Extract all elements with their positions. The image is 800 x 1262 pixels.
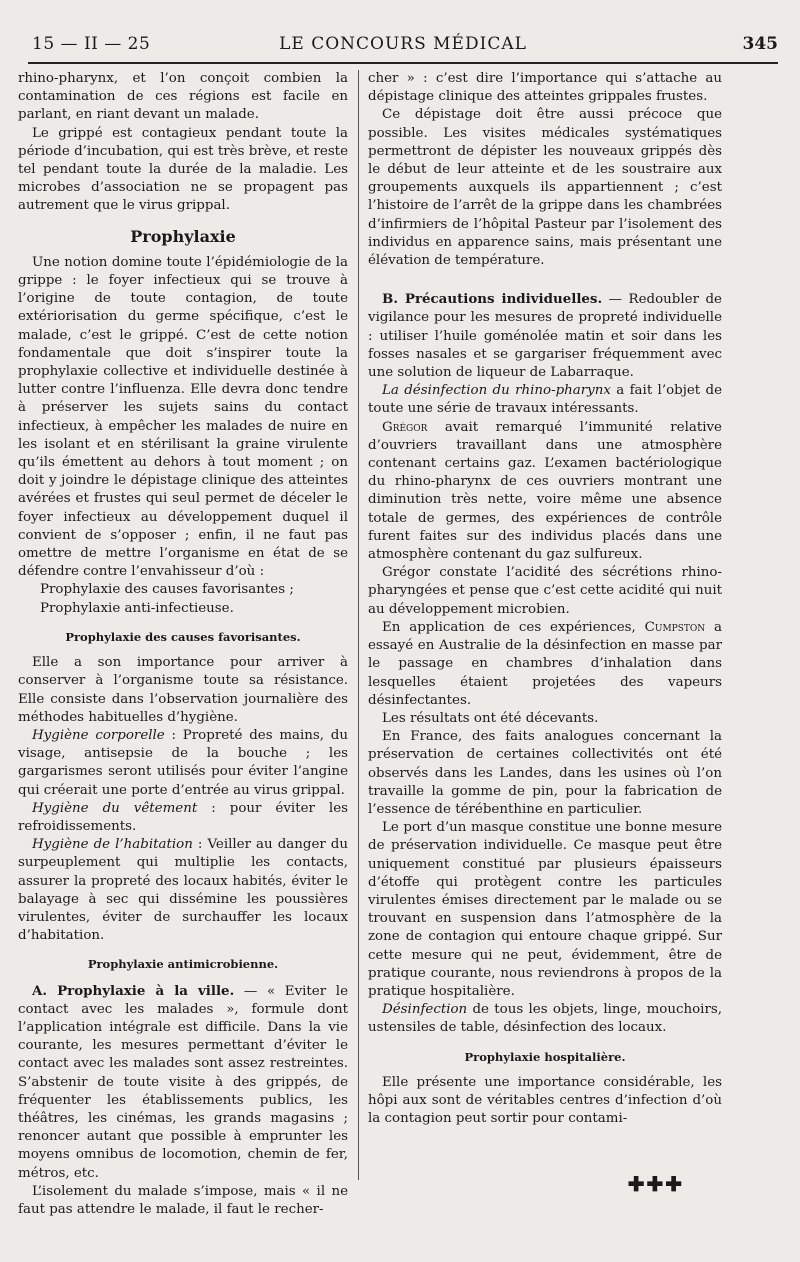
paragraph: rhino-pharynx, et l’on conçoit combien la contamination de ces régions est facile en parlant, en riant devant un malade.: [18, 71, 348, 123]
list-item: Prophylaxie anti-infectieuse.: [40, 600, 234, 616]
paragraph: Les résultats ont été décevants.: [382, 710, 599, 726]
paragraph: Elle présente une importance considérable, les hôpi aux sont de véritables centres d’infection d’où la contagion peut sortir pour contami-: [368, 1074, 722, 1127]
journal-title: LE CONCOURS MÉDICAL: [279, 34, 527, 54]
paragraph: Le grippé est contagieux pendant toute la période d’incubation, qui est très brève, et reste tel pendant toute la durée de la maladie. Les microbes d’association ne se propagent pas autrement que le virus grippal.: [18, 125, 348, 214]
paragraph: [368, 290, 722, 382]
paragraph-text: avait remarqué l’immunité relative d’ouvriers travaillant dans une atmosphère contenant certains gaz. L’examen bactériologique du rhino-pharynx de ces ouvriers montrant une diminution très nette, voire même une absence totale de germes, des expériences de contrôle furent faites sur des individus placés dans une atmosphère contenant du gaz sulfureux.: [368, 419, 722, 563]
issue-date: 15 — II — 25: [32, 34, 151, 54]
subheading-causes-favorisantes: Prophylaxie des causes favorisantes.: [65, 629, 301, 644]
continuation-ornament-icon: ✚✚✚: [627, 1172, 684, 1196]
term-label: Désinfection: [382, 1002, 468, 1018]
paragraph: Ce dépistage doit être aussi précoce que possible. Les visites médicales systématiques permettront de dépister les nouveaux grippés dès le début de leur atteinte et de les soustraire aux groupements auxquels ils appartiennent ; c’est l’histoire de l’arrêt de la grippe dans les chambrées d’infirmiers de l’hôpital Pasteur par l’isolement des individus en apparence sains, mais présentant une élévation de température.: [368, 107, 722, 269]
term-label: La désinfection du rhino-pharynx: [382, 383, 611, 399]
term-label: Hygiène de l’habitation: [32, 837, 193, 853]
paragraph-text: — Redoubler de vigilance pour les mesures de propreté individuelle : utiliser l’huile goménolée matin et soir dans les fosses nasales et se gargariser fréquemment avec une solution de liqueur de Labarraque.: [368, 292, 722, 381]
subheading-hospitaliere: Prophylaxie hospitalière.: [464, 1049, 626, 1064]
paragraph: [18, 800, 348, 836]
section-heading-prophylaxie: Prophylaxie: [130, 226, 236, 246]
paragraph: Une notion domine toute l’épidémiologie de la grippe : le foyer infectieux qui se trouve à l’origine de toute contagion, de toute extériorisation du germe spécifique, c’est le malade, c’est le grippé. C’est de cette notion fondamentale que doit s’inspirer toute la prophylaxie collective et individuelle destinée à lutter contre l’influenza. Elle devra donc tendre à préserver les sujets sains du contact infectieux, à empêcher les malades de nuire en les isolant et en stérilisant la graine virulente qu’ils émettent au dehors à tout moment ; on doit y joindre le dépistage clinique des atteintes avérées et frustes qui seul permet de déceler le foyer infectieux au développement duquel il convient de s’opposer ; enfin, il ne faut pas omettre de mettre l’organisme en état de se défendre contre l’envahisseur d’où :: [18, 254, 348, 580]
author-name: Cumpston: [644, 619, 706, 635]
paragraph: cher » : c’est dire l’importance qui s’attache au dépistage clinique des atteintes grippales frustes.: [368, 71, 722, 105]
paragraph: [368, 382, 722, 418]
subheading-antimicrobienne: Prophylaxie antimicrobienne.: [87, 957, 279, 972]
author-name: Grégor: [382, 419, 428, 435]
paragraph: L’isolement du malade s’impose, mais « il ne faut pas attendre le malade, il faut le recher-: [18, 1183, 348, 1217]
right-column: [368, 70, 722, 1192]
column-divider: [358, 70, 359, 1180]
term-label: B. Précautions individuelles.: [382, 291, 603, 308]
paragraph: En France, des faits analogues concernant la préservation de certaines collectivités ont été observés dans les Landes, dans les usines où l’on travaille la gomme de pin, pour la fabrication de l’essence de térébenthine en particulier.: [368, 729, 722, 817]
paragraph: Elle a son importance pour arriver à conserver à l’organisme toute sa résistance. Elle consiste dans l’observation journalière des méthodes habituelles d’hygiène.: [18, 655, 348, 725]
left-column: [18, 70, 349, 1217]
spacer: [368, 270, 722, 290]
running-header: [28, 30, 778, 58]
paragraph-text: : Propreté des mains, du visage, antisepsie de la bouche ; les gargarismes seront utilisés pour éviter l’angine qui créerait une porte d’entrée au virus grippal.: [18, 727, 348, 798]
paragraph-text: — « Eviter le contact avec les malades », formule dont l’application intégrale est difficile. Dans la vie courante, les mesures permettant d’éviter le contact avec les malades sont assez restreintes. S’abstenir de toute visite à des grippés, de fréquenter les établissements publics, les théâtres, les cinémas, les grands magasins ; renoncer autant que possible à emprunter les moyens omnibus de locomotion, chemin de fer, métros, etc.: [18, 983, 348, 1181]
page-number: 345: [742, 34, 778, 54]
paragraph: [18, 982, 348, 1183]
term-label: Hygiène corporelle: [32, 727, 165, 743]
paragraph-text: a fait l’objet de toute une série de travaux intéressants.: [368, 383, 722, 417]
paragraph-text: : pour éviter les refroidissements.: [18, 800, 348, 834]
paragraph-text: a essayé en Australie de la désinfection en masse par le passage en chambres d’inhalation dans lesquelles étaient projetées des vapeurs désinfectantes.: [368, 619, 722, 708]
paragraph: [18, 836, 348, 945]
paragraph: Grégor constate l’acidité des sécrétions rhino-pharyngées et pense que c’est cette acidité qui nuit au développement microbien.: [368, 565, 722, 617]
paragraph-text: : Veiller au danger du surpeuplement qui multiplie les contacts, assurer la propreté des locaux habités, éviter le balayage à sec qui dissémine les poussières virulentes, éviter de surchauffer les locaux d’habitation.: [18, 837, 349, 944]
header-rule: [28, 62, 778, 64]
paragraph: Le port d’un masque constitue une bonne mesure de préservation individuelle. Ce masque peut être uniquement constitué par plusieurs épaisseurs d’étoffe qui protègent contre les particules virulentes émises directement par le malade ou se trouvant en suspension dans l’atmosphère de la zone de contagion qui entoure chaque grippé. Sur cette mesure qui ne peut, évidemment, être de pratique courante, nous reviendrons à propos de la pratique hospitalière.: [368, 820, 722, 999]
paragraph: [368, 1001, 722, 1037]
term-label: Hygiène du vêtement: [32, 800, 198, 816]
list-item: Prophylaxie des causes favorisantes ;: [40, 582, 294, 598]
paragraph: [368, 619, 722, 710]
term-label: A. Prophylaxie à la ville.: [32, 982, 235, 999]
paragraph-text: de tous les objets, linge, mouchoirs, ustensiles de table, désinfection des locaux.: [368, 1002, 722, 1036]
paragraph: [18, 727, 348, 800]
paragraph: [368, 419, 722, 565]
paragraph-text: En application de ces expériences,: [382, 619, 645, 635]
